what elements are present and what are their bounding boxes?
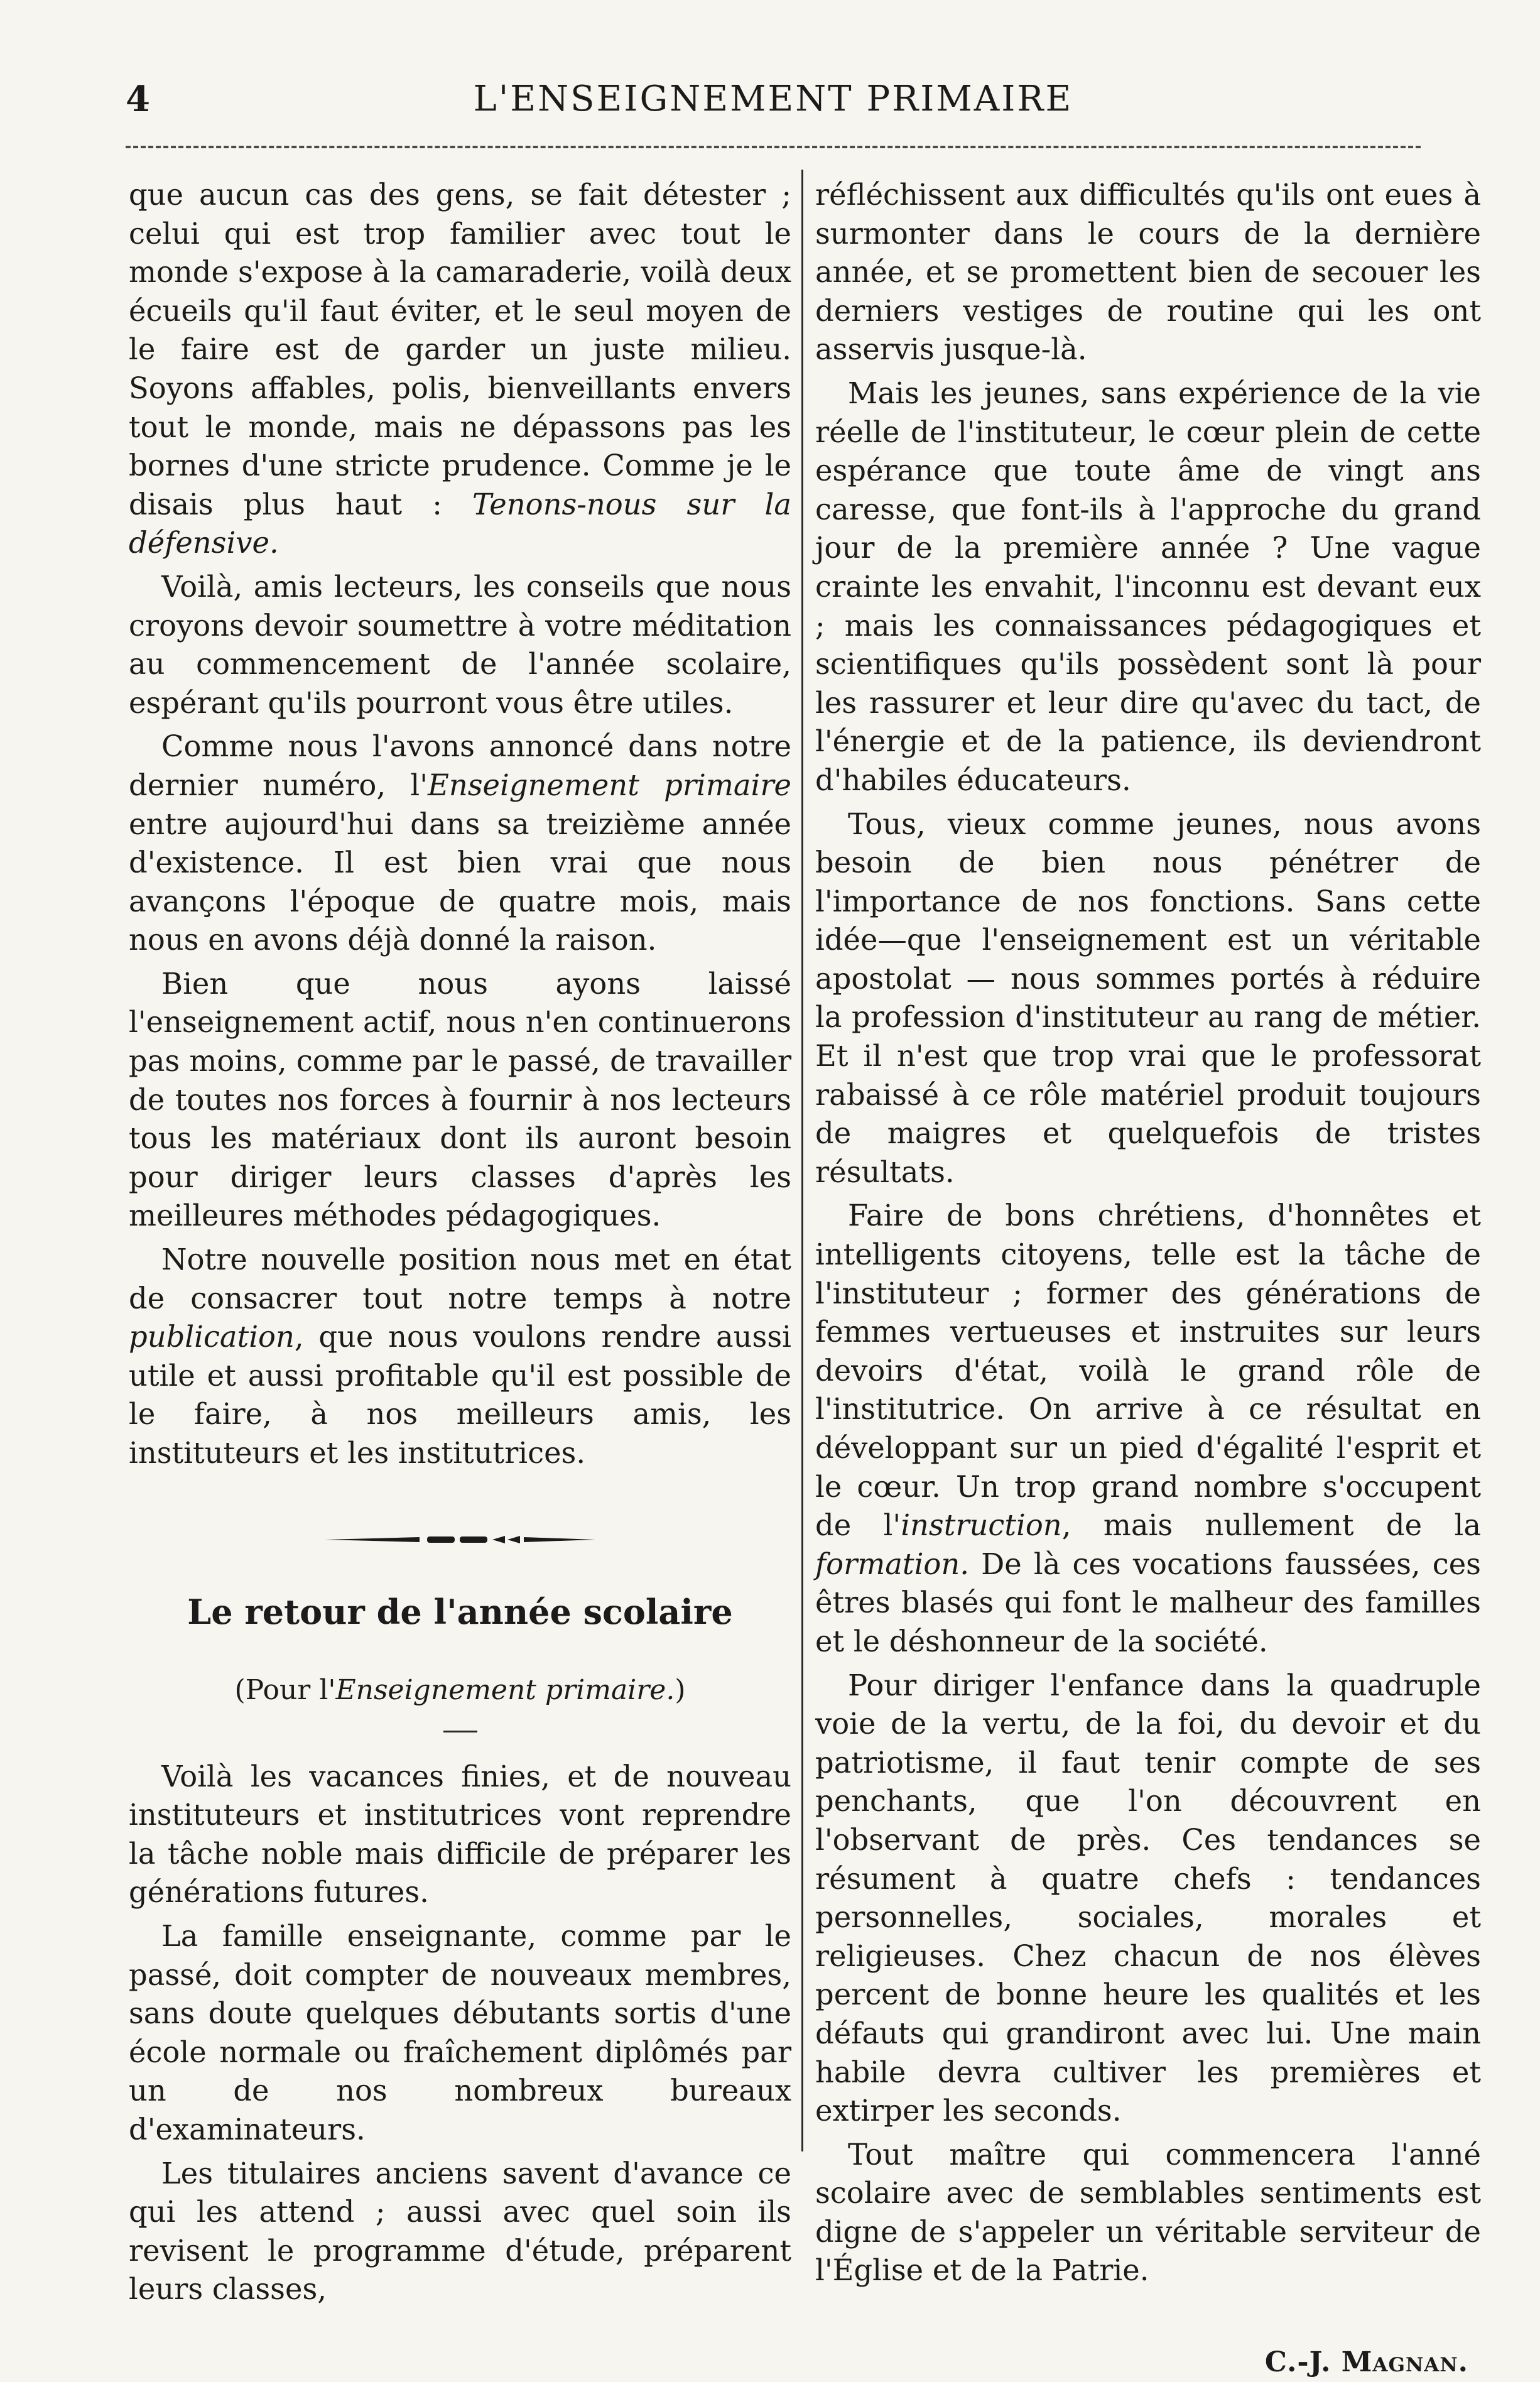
paragraph-text: , que nous voulons rendre aussi utile et aussi profitable qu'il est possible de le faire, à nos meilleurs amis, les instituteurs et les institutrices. [129, 1320, 791, 1470]
paragraph-text: entre aujourd'hui dans sa treizième année d'existence. Il est bien vrai que nous avançons l'époque de quatre mois, mais nous en avons déjà donné la raison. [129, 807, 791, 957]
byline-text: (Pour l' [234, 1673, 336, 1706]
article-byline [129, 1672, 791, 1709]
italic-phrase: publication [129, 1320, 295, 1354]
author-signature: C.-J. Magnan. [1264, 2346, 1468, 2379]
paragraph: Voilà les vacances finies, et de nouveau instituteurs et institutrices vont reprendre la tâche noble mais difficile de préparer les générations futures. [129, 1759, 791, 1910]
paragraph-text: Faire de bons chrétiens, d'honnêtes et intelligents citoyens, telle est la tâche de l'instituteur ; former des générations de femmes vertueuses et instruites sur leurs devoirs d'état, voilà le grand rôle de l'institutrice. On arrive à ce résultat en développant sur un pied d'égalité l'esprit et le cœur. Un trop grand nombre s'occupent de l' [815, 1199, 1481, 1543]
italic-phrase: Enseignement primaire. [335, 1673, 675, 1706]
paragraph-text: De là ces vocations faussées, ces êtres blasés qui font le malheur des familles et le déshonneur de la société. [815, 1547, 1481, 1658]
page-header [126, 74, 1421, 131]
paragraph [129, 1241, 791, 1473]
paragraph: Mais les jeunes, sans expérience de la vie réelle de l'instituteur, le cœur plein de cette espérance que toute âme de vingt ans caresse, que font-ils à l'approche du grand jour de la première année ? Une vague crainte les envahit, l'inconnu est devant eux ; mais les connaissances pédagogiques et scientifiques qu'ils possèdent sont là pour les rassurer et leur dire qu'avec du tact, de l'énergie et de la patience, ils deviendront d'habiles éducateurs. [815, 376, 1481, 797]
article-title: Le retour de l'année scolaire [187, 1591, 733, 1632]
paragraph-text: Notre nouvelle position nous met en état de consacrer tout notre temps à notre [129, 1243, 791, 1315]
paragraph [129, 727, 791, 960]
paragraph: Tous, vieux comme jeunes, nous avons besoin de bien nous pénétrer de l'importance de nos fonctions. Sans cette idée—que l'enseignement est un véritable apostolat — nous sommes portés à réduire la profession d'instituteur au rang de métier. Et il n'est que trop vrai que le professorat rabaissé à ce rôle matériel produit toujours de maigres et quelquefois de tristes résultats. [815, 807, 1481, 1189]
paragraph [815, 1197, 1481, 1661]
paragraph: Pour diriger l'enfance dans la quadruple voie de la vertu, de la foi, du devoir et du patriotisme, il faut tenir compte de ses penchants, que l'on découvrent en l'observant de près. Ces tendances se résument à quatre chefs : tendances personnelles, sociales, morales et religieuses. Chez chacun de nos élèves percent de bonne heure les qualités et les défauts qui grandiront avec lui. Une main habile devra cultiver les premières et extirper les seconds. [815, 1668, 1481, 2128]
paragraph-text: que aucun cas des gens, se fait détester ; celui qui est trop familier avec tout le monde s'expose à la camaraderie, voilà deux écueils qu'il faut éviter, et le seul moyen de le faire est de garder un juste milieu. Soyons affables, polis, bienveillants envers tout le monde, mais ne dépassons pas les bornes d'une stricte prudence. Comme je le disais plus haut : [129, 178, 791, 521]
italic-phrase: Enseignement primaire [428, 768, 791, 802]
section-ornament [325, 1533, 595, 1546]
header-rule [126, 146, 1421, 148]
short-rule [443, 1731, 477, 1732]
left-column [129, 176, 791, 2309]
running-title: L'ENSEIGNEMENT PRIMAIRE [473, 79, 1073, 119]
paragraph: Voilà, amis lecteurs, les conseils que nous croyons devoir soumettre à votre méditation au commencement de l'année scolaire, espérant qu'ils pourront vous être utiles. [129, 569, 791, 720]
italic-phrase: Tenons-nous sur la défensive. [129, 487, 791, 560]
right-column [815, 176, 1481, 2382]
page-number: 4 [126, 79, 150, 120]
italic-phrase: instruction [901, 1508, 1062, 1543]
paragraph: La famille enseignante, comme par le passé, doit compter de nouveaux membres, sans doute quelques débutants sortis d'une école normale ou fraîchement diplômés par un de nos nombreux bureaux d'examinateurs. [129, 1918, 791, 2146]
paragraph-text: Comme nous l'avons annoncé dans notre dernier numéro, l' [129, 729, 791, 802]
paragraph: Les titulaires anciens savent d'avance ce qui les attend ; aussi avec quel soin ils revisent le programme d'étude, préparent leurs classes, [129, 2156, 791, 2307]
paragraph: Tout maître qui commencera l'anné scolaire avec de semblables sentiments est digne de s'appeler un véritable serviteur de l'Église et de la Patrie. [815, 2137, 1481, 2288]
paragraph [129, 176, 791, 563]
paragraph-text: , mais nullement de la [1061, 1508, 1481, 1543]
paragraph: Bien que nous ayons laissé l'enseignement actif, nous n'en continuerons pas moins, comme par le passé, de travailler de toutes nos forces à fournir à nos lecteurs tous les matériaux dont ils auront besoin pour diriger leurs classes d'après les meilleures méthodes pédagogiques. [129, 966, 791, 1233]
paragraph: réfléchissent aux difficultés qu'ils ont eues à surmonter dans le cours de la dernière année, et se promettent bien de secouer les derniers vestiges de routine qui les ont asservis jusque-là. [815, 178, 1481, 367]
italic-phrase: formation. [815, 1547, 969, 1581]
column-divider [801, 170, 803, 2151]
byline-text: ) [675, 1673, 686, 1706]
